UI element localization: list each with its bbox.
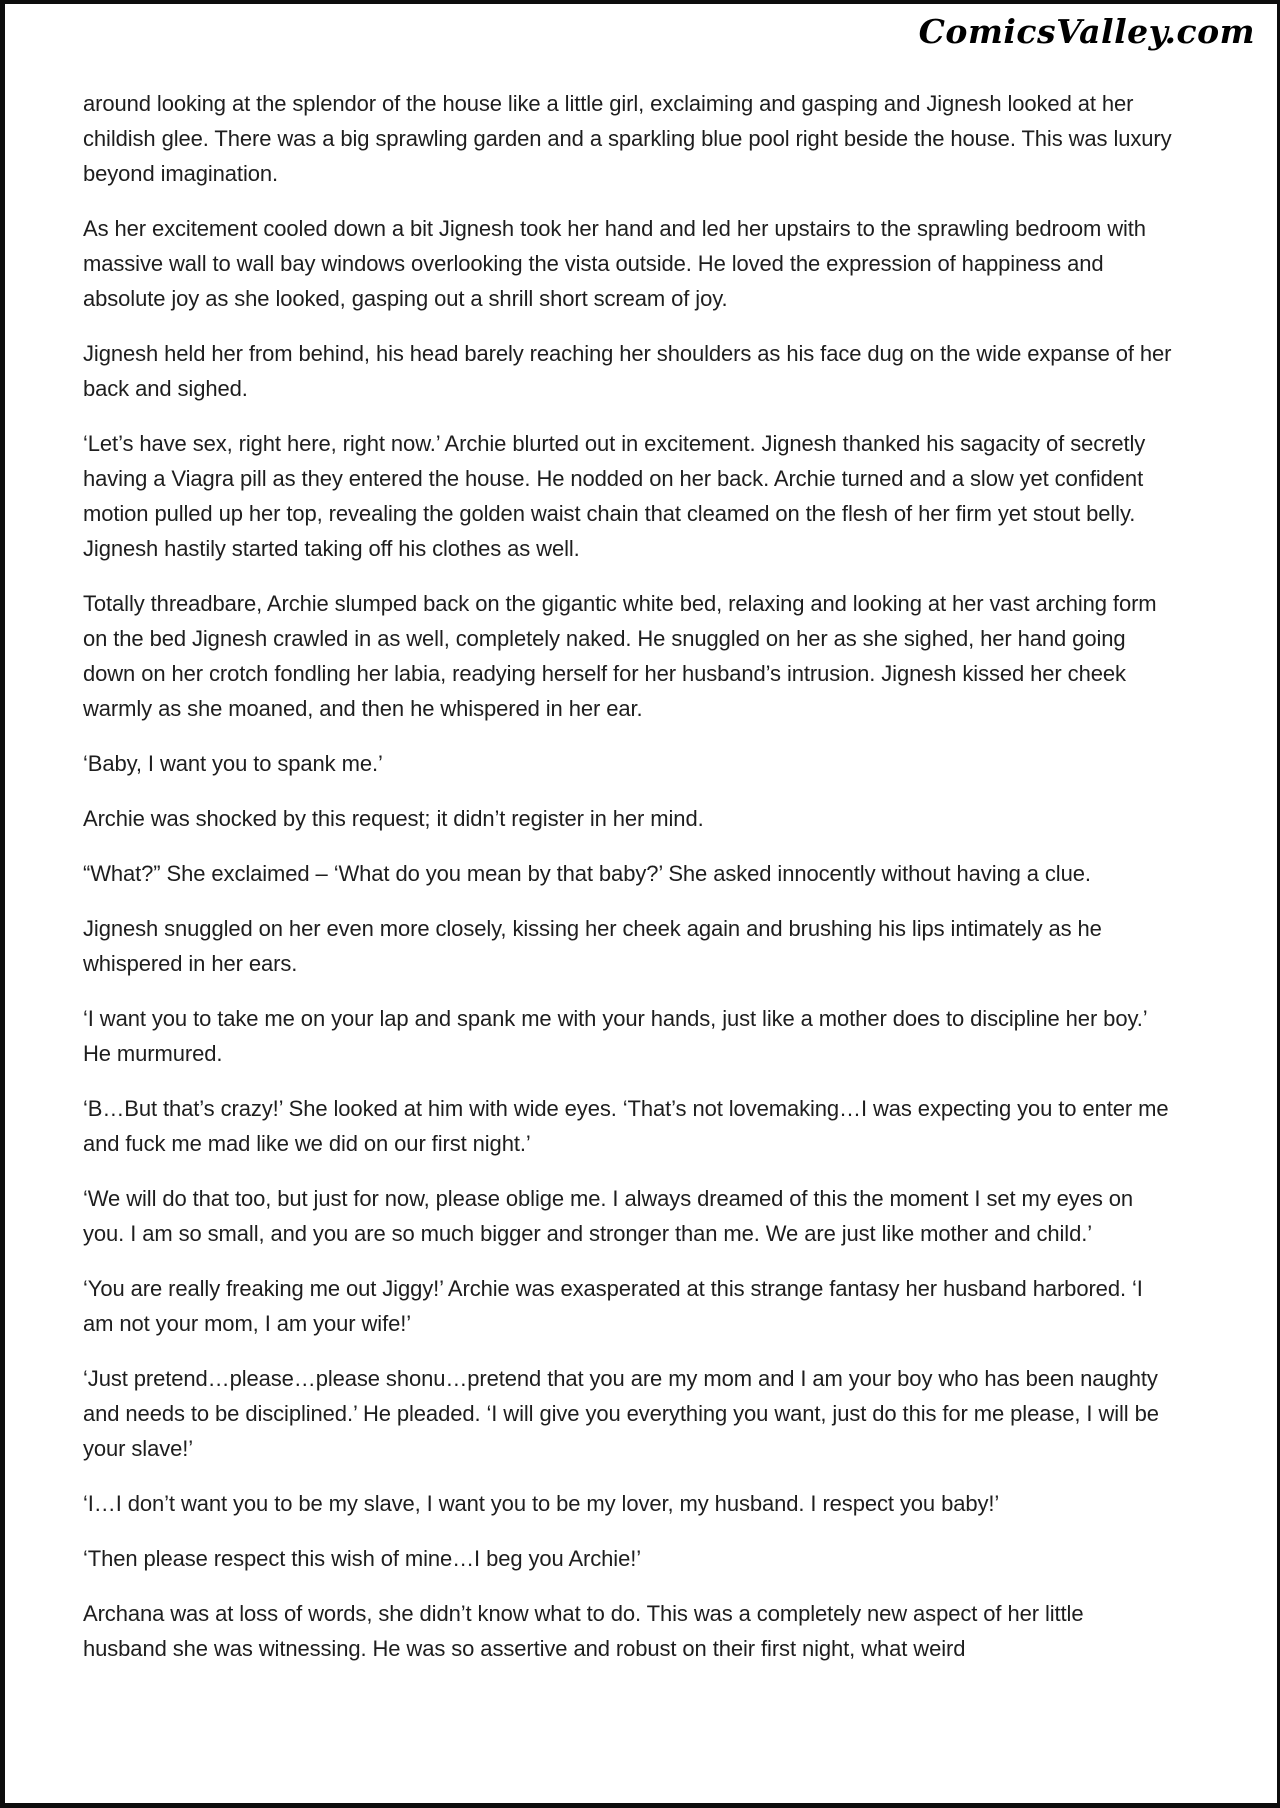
story-paragraph: ‘B…But that’s crazy!’ She looked at him with wide eyes. ‘That’s not lovemaking…I was expecting you to enter me and fuck me mad like we did on our first night.’: [83, 1096, 1169, 1156]
site-logo: ComicsValley.com: [918, 12, 1255, 51]
story-paragraph: ‘I want you to take me on your lap and spank me with your hands, just like a mother does to discipline her boy.’ He murmured.: [83, 1006, 1147, 1066]
story-paragraph: Totally threadbare, Archie slumped back on the gigantic white bed, relaxing and looking at her vast arching form on the bed Jignesh crawled in as well, completely naked. He snuggled on her as she sighed, her hand going down on her crotch fondling her labia, readying herself for her husband’s intrusion. Jignesh kissed her cheek warmly as she moaned, and then he whispered in her ear.: [83, 591, 1157, 721]
story-paragraph: Jignesh snuggled on her even more closely, kissing her cheek again and brushing his lips intimately as he whispered in her ears.: [83, 916, 1102, 976]
story-paragraph: ‘We will do that too, but just for now, please oblige me. I always dreamed of this the moment I set my eyes on you. I am so small, and you are so much bigger and stronger than me. We are just like mother and child.’: [83, 1186, 1134, 1246]
story-paragraph: ‘I…I don’t want you to be my slave, I want you to be my lover, my husband. I respect you baby!’: [83, 1491, 1000, 1516]
story-paragraph: around looking at the splendor of the house like a little girl, exclaiming and gasping and Jignesh looked at her childish glee. There was a big sprawling garden and a sparkling blue pool right beside the house. This was luxury beyond imagination.: [83, 91, 1172, 186]
story-text-block: [83, 86, 1173, 1666]
story-paragraph: “What?” She exclaimed – ‘What do you mean by that baby?’ She asked innocently without having a clue.: [83, 861, 1091, 886]
story-paragraph: ‘You are really freaking me out Jiggy!’ Archie was exasperated at this strange fantasy her husband harbored. ‘I am not your mom, I am your wife!’: [83, 1276, 1143, 1336]
story-paragraph: Archana was at loss of words, she didn’t know what to do. This was a completely new aspect of her little husband she was witnessing. He was so assertive and robust on their first night, what weird: [83, 1601, 1084, 1661]
story-paragraph: Jignesh held her from behind, his head barely reaching her shoulders as his face dug on the wide expanse of her back and sighed.: [83, 341, 1172, 401]
story-paragraph: ‘Just pretend…please…please shonu…pretend that you are my mom and I am your boy who has been naughty and needs to be disciplined.’ He pleaded. ‘I will give you everything you want, just do this for me please, I will be your slave!’: [83, 1366, 1159, 1461]
story-paragraph: As her excitement cooled down a bit Jignesh took her hand and led her upstairs to the sprawling bedroom with massive wall to wall bay windows overlooking the vista outside. He loved the expression of happiness and absolute joy as she looked, gasping out a shrill short scream of joy.: [83, 216, 1146, 311]
story-paragraph: Archie was shocked by this request; it didn’t register in her mind.: [83, 806, 704, 831]
story-paragraph: ‘Then please respect this wish of mine…I beg you Archie!’: [83, 1546, 642, 1571]
story-paragraph: ‘Let’s have sex, right here, right now.’ Archie blurted out in excitement. Jignesh thanked his sagacity of secretly having a Viagra pill as they entered the house. He nodded on her back. Archie turned and a slow yet confident motion pulled up her top, revealing the golden waist chain that cleamed on the flesh of her firm yet stout belly. Jignesh hastily started taking off his clothes as well.: [83, 431, 1146, 561]
story-paragraph: ‘Baby, I want you to spank me.’: [83, 751, 383, 776]
